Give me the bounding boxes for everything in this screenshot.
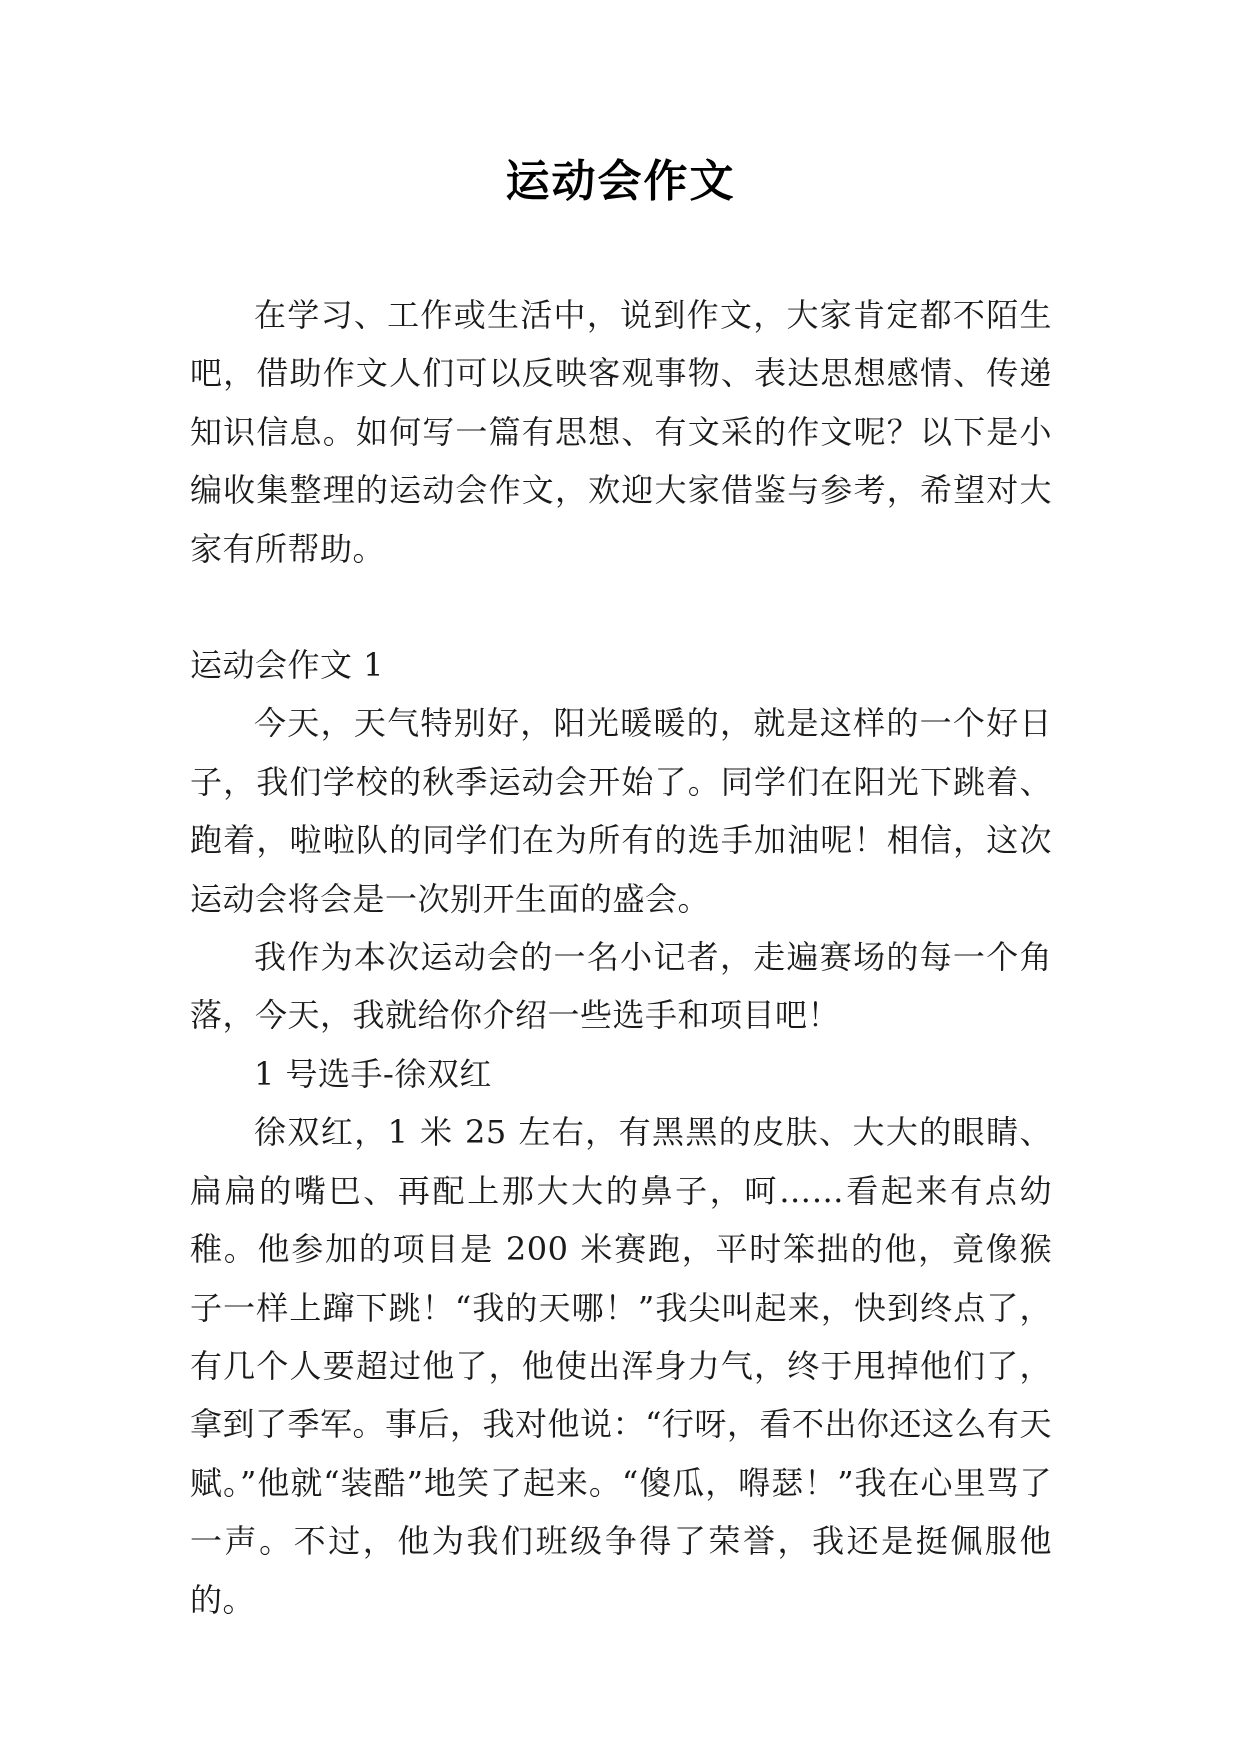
document-title: 运动会作文 xyxy=(505,156,736,207)
body-paragraph: 徐双红，1 米 25 左右，有黑黑的皮肤、大大的眼睛、扁扁的嘴巴、再配上那大大的鼻子，呵……看起来有点幼稚。他参加的项目是 200 米赛跑，平时笨拙的他，竟像猴子一样上蹿下跳！“我的天哪！”我尖叫起来，快到终点了，有几个人要超过他了，他使出浑身力气，终于甩掉他们了，拿到了季军。事后，我对他说：“行呀，看不出你还这么有天赋。”他就“装酷”地笑了起来。“傻瓜，嘚瑟！”我在心里骂了一声。不过，他为我们班级争得了荣誉，我还是挺佩服他的。 xyxy=(190,1113,1052,1619)
document-body xyxy=(190,286,1052,1629)
body-paragraph: 我作为本次运动会的一名小记者，走遍赛场的每一个角落，今天，我就给你介绍一些选手和项目吧！ xyxy=(190,938,1052,1035)
section-heading: 运动会作文 1 xyxy=(190,646,385,685)
subheading-paragraph: 1 号选手-徐双红 xyxy=(254,1054,492,1093)
body-paragraph: 今天，天气特别好，阳光暖暖的，就是这样的一个好日子，我们学校的秋季运动会开始了。同学们在阳光下跳着、跑着，啦啦队的同学们在为所有的选手加油呢！相信，这次运动会将会是一次别开生面的盛会。 xyxy=(190,704,1052,918)
intro-paragraph: 在学习、工作或生活中，说到作文，大家肯定都不陌生吧，借助作文人们可以反映客观事物、表达思想感情、传递知识信息。如何写一篇有思想、有文采的作文呢？以下是小编收集整理的运动会作文，欢迎大家借鉴与参考，希望对大家有所帮助。 xyxy=(190,296,1052,568)
